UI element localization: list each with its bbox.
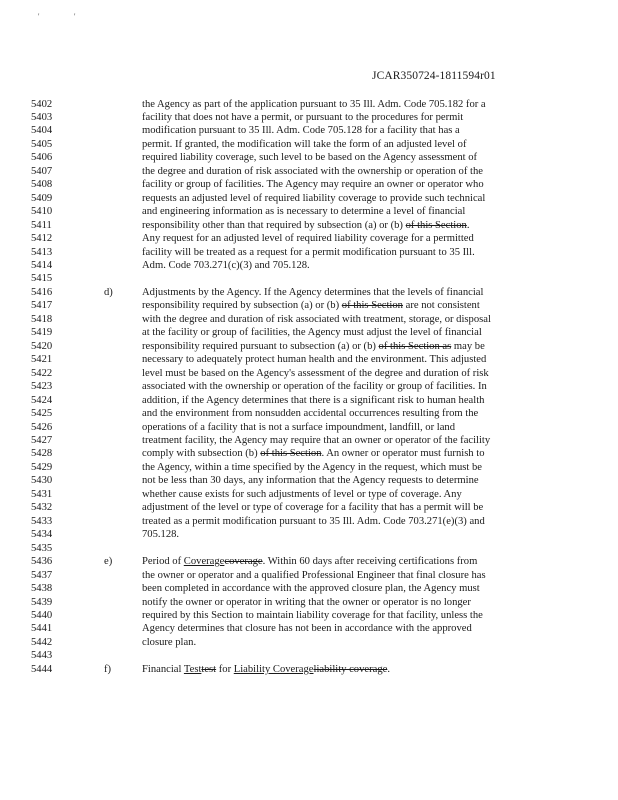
text-segment: the degree and duration of risk associated with the ownership or operation of the [142, 165, 483, 177]
line-text [142, 353, 486, 366]
struck-text: of this Section [260, 448, 322, 460]
line-text [142, 596, 471, 609]
text-line [0, 111, 618, 124]
line-number: 5421 [31, 354, 53, 366]
text-segment: 705.128. [142, 529, 180, 541]
text-segment: permit. If granted, the modification will take the form of an adjusted level of [142, 138, 467, 150]
text-segment: Any request for an adjusted level of required liability coverage for a permitted [142, 233, 474, 245]
line-text [142, 165, 483, 178]
text-line [0, 353, 618, 366]
line-text [142, 340, 485, 353]
line-text [142, 555, 477, 568]
text-line [0, 474, 618, 487]
text-segment: required by this Section to maintain liability coverage for that facility, unless the [142, 609, 483, 621]
text-line [0, 636, 618, 649]
line-text [142, 622, 472, 635]
line-number: 5417 [31, 300, 53, 312]
text-line [0, 326, 618, 339]
text-line [0, 461, 618, 474]
text-segment: notify the owner or operator in writing that the owner or operator is no longer [142, 596, 471, 608]
line-number: 5424 [31, 394, 53, 406]
text-line [0, 367, 618, 380]
text-segment: addition, if the Agency determines that there is a significant risk to human health [142, 394, 485, 406]
line-text [142, 111, 463, 124]
text-segment: not be less than 30 days, any information that the Agency requests to determine [142, 475, 479, 487]
line-number: 5413 [31, 246, 53, 258]
text-line [0, 609, 618, 622]
line-text [142, 232, 474, 245]
inserted-text: Liability Coverage [233, 663, 314, 675]
text-segment: and engineering information as is necessary to determine a level of financial [142, 206, 466, 218]
line-text [142, 192, 485, 205]
text-line [0, 313, 618, 326]
line-number: 5439 [31, 596, 53, 608]
text-segment: responsibility required pursuant to subsection (a) or (b) [142, 340, 379, 352]
text-segment: whether cause exists for such adjustments of level or type of coverage. Any [142, 488, 462, 500]
text-line [0, 232, 618, 245]
text-line [0, 178, 618, 191]
text-segment: facility or group of facilities. The Agency may require an owner or operator who [142, 179, 484, 191]
line-number: 5433 [31, 515, 53, 527]
line-text [142, 205, 465, 218]
line-text [142, 313, 491, 326]
line-number: 5429 [31, 461, 53, 473]
text-line [0, 663, 618, 676]
line-text [142, 178, 484, 191]
line-text [142, 219, 469, 232]
line-text [142, 380, 487, 393]
line-number: 5410 [31, 206, 53, 218]
struck-text: of this Section [341, 300, 403, 312]
line-number: 5437 [31, 569, 53, 581]
text-segment: . An owner or operator must furnish to [321, 448, 485, 460]
line-text [142, 151, 477, 164]
line-number: 5418 [31, 313, 53, 325]
text-line [0, 272, 618, 285]
line-number: 5402 [31, 98, 53, 110]
text-segment: facility that does not have a permit, or pursuant to the procedures for permit [142, 111, 464, 123]
text-segment: requests an adjusted level of required liability coverage to provide such technical [142, 192, 486, 204]
line-text [142, 138, 466, 151]
text-segment: and the environment from nonsudden accidental occurrences resulting from the [142, 408, 479, 420]
text-segment: responsibility other than that required by subsection (a) or (b) [142, 219, 406, 231]
line-text [142, 434, 490, 447]
line-number: 5405 [31, 138, 53, 150]
line-number: 5440 [31, 609, 53, 621]
line-number: 5409 [31, 192, 53, 204]
text-segment: at the facility or group of facilities, the Agency must adjust the level of financial [142, 327, 482, 339]
line-number: 5407 [31, 165, 53, 177]
line-number: 5436 [31, 556, 53, 568]
text-line [0, 151, 618, 164]
scan-speck: ' [38, 12, 40, 21]
line-number: 5423 [31, 381, 53, 393]
text-segment: for [216, 663, 234, 675]
line-number: 5406 [31, 152, 53, 164]
text-line [0, 528, 618, 541]
text-line [0, 407, 618, 420]
text-line [0, 219, 618, 232]
line-text [142, 447, 485, 460]
text-segment: the owner or operator and a qualified Professional Engineer that final closure has [142, 569, 486, 581]
struck-text: of this Section as [378, 340, 452, 352]
line-text [142, 569, 486, 582]
text-segment: closure plan. [142, 636, 197, 648]
line-number: 5430 [31, 475, 53, 487]
line-text [142, 246, 475, 259]
text-segment: the Agency, within a time specified by the Agency in the request, which must be [142, 461, 482, 473]
text-segment: . Within 60 days after receiving certifications from [262, 556, 478, 568]
line-number: 5428 [31, 448, 53, 460]
line-number: 5438 [31, 583, 53, 595]
text-line [0, 488, 618, 501]
subsection-marker: d) [104, 286, 113, 298]
line-text [142, 461, 482, 474]
text-segment: responsibility required by subsection (a) or (b) [142, 300, 342, 312]
text-segment: facility will be treated as a request for a permit modification pursuant to 35 Ill. [142, 246, 475, 258]
scan-speck: ' [74, 12, 76, 21]
line-number: 5434 [31, 529, 53, 541]
line-text [142, 124, 460, 137]
text-segment: the Agency as part of the application pursuant to 35 Ill. Adm. Code 705.182 for a [142, 98, 486, 110]
text-segment: treated as a permit modification pursuant to 35 Ill. Adm. Code 703.271(e)(3) and [142, 515, 485, 527]
line-number: 5420 [31, 340, 53, 352]
text-segment: Adjustments by the Agency. If the Agency determines that the levels of financial [142, 286, 484, 298]
line-text [142, 421, 455, 434]
text-line [0, 299, 618, 312]
text-line [0, 124, 618, 137]
line-number: 5425 [31, 408, 53, 420]
text-segment: necessary to adequately protect human health and the environment. This adjusted [142, 354, 487, 366]
text-line [0, 596, 618, 609]
subsection-marker: e) [104, 556, 113, 568]
text-segment: with the degree and duration of risk associated with treatment, storage, or disposal [142, 313, 491, 325]
line-text [142, 663, 390, 676]
line-number: 5415 [31, 273, 53, 285]
line-number: 5431 [31, 488, 53, 500]
line-number: 5416 [31, 286, 53, 298]
text-segment: Adm. Code 703.271(c)(3) and 705.128. [142, 260, 310, 272]
line-number: 5432 [31, 502, 53, 514]
text-line [0, 447, 618, 460]
text-line [0, 394, 618, 407]
struck-text: of this Section [405, 219, 467, 231]
text-line [0, 434, 618, 447]
text-segment: adjustment of the level or type of coverage for a facility that has a permit will be [142, 502, 484, 514]
line-text [142, 394, 484, 407]
text-segment: . [387, 663, 390, 675]
line-text [142, 609, 483, 622]
line-number: 5412 [31, 233, 53, 245]
text-line [0, 501, 618, 514]
text-line [0, 259, 618, 272]
line-number: 5411 [31, 219, 52, 231]
text-line [0, 649, 618, 662]
inserted-text: Coverage [183, 556, 225, 568]
line-text [142, 367, 489, 380]
line-text [142, 636, 196, 649]
text-line [0, 555, 618, 568]
text-line [0, 205, 618, 218]
line-number: 5422 [31, 367, 53, 379]
line-number: 5419 [31, 327, 53, 339]
line-number: 5443 [31, 650, 53, 662]
text-segment: comply with subsection (b) [142, 448, 261, 460]
text-segment: . [466, 219, 470, 231]
line-text [142, 528, 179, 541]
text-line [0, 421, 618, 434]
text-segment: associated with the ownership or operation of the facility or group of facilities. In [142, 381, 487, 393]
text-line [0, 192, 618, 205]
line-number: 5441 [31, 623, 53, 635]
text-segment: Period of [142, 556, 184, 568]
text-segment: required liability coverage, such level to be based on the Agency assessment of [142, 152, 478, 164]
text-segment: level must be based on the Agency's assessment of the degree and duration of risk [142, 367, 489, 379]
subsection-marker: f) [104, 663, 112, 675]
line-number: 5427 [31, 435, 53, 446]
text-line [0, 380, 618, 393]
text-segment: operations of a facility that is not a surface impoundment, landfill, or land [142, 421, 456, 433]
line-text [142, 501, 483, 514]
struck-text: coverage [224, 556, 263, 568]
line-text [142, 98, 486, 111]
text-segment: treatment facility, the Agency may require that an owner or operator of the facility [142, 435, 491, 446]
struck-text: test [201, 663, 217, 675]
text-segment: may be [451, 340, 485, 352]
text-segment: modification pursuant to 35 Ill. Adm. Code 705.128 for a facility that has a [142, 125, 460, 137]
text-line [0, 246, 618, 259]
inserted-text: Test [183, 663, 202, 675]
text-line [0, 515, 618, 528]
text-line [0, 340, 618, 353]
line-number: 5404 [31, 125, 53, 137]
line-text [142, 299, 480, 312]
text-line [0, 569, 618, 582]
text-line [0, 286, 618, 299]
line-number: 5435 [31, 542, 53, 554]
line-text [142, 488, 462, 501]
text-segment: are not consistent [402, 300, 480, 312]
text-line [0, 138, 618, 151]
line-text [142, 326, 482, 339]
line-text [142, 474, 479, 487]
line-number: 5403 [31, 111, 53, 123]
text-line [0, 582, 618, 595]
line-number: 5414 [31, 260, 53, 272]
text-line [0, 98, 618, 111]
text-line [0, 165, 618, 178]
line-number: 5426 [31, 421, 53, 433]
line-number: 5408 [31, 179, 53, 191]
line-text [142, 582, 480, 595]
document-id: JCAR350724-1811594r01 [372, 70, 496, 82]
line-number: 5444 [31, 663, 53, 675]
line-text [142, 286, 483, 299]
text-segment: been completed in accordance with the approved closure plan, the Agency must [142, 583, 480, 595]
line-text [142, 515, 485, 528]
line-text [142, 259, 310, 272]
line-text [142, 407, 478, 420]
struck-text: liability coverage [313, 663, 388, 675]
text-line [0, 542, 618, 555]
line-number: 5442 [31, 636, 53, 648]
text-line [0, 622, 618, 635]
text-segment: Agency determines that closure has not been in accordance with the approved [142, 623, 472, 635]
text-segment: Financial [142, 663, 184, 675]
